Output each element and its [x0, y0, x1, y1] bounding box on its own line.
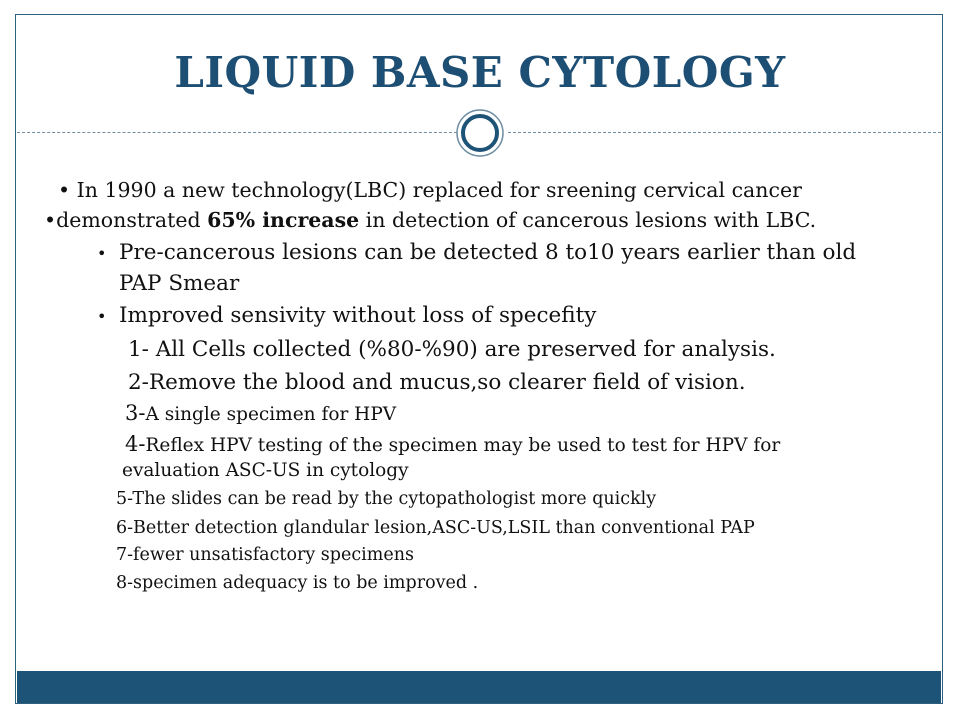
- bullet-2-highlight: 65% increase: [207, 208, 360, 232]
- list-item-4-number: 4-: [125, 432, 146, 456]
- list-item-7: 7-fewer unsatisfactory specimens: [116, 545, 414, 565]
- list-item-8: 8-specimen adequacy is to be improved .: [116, 573, 479, 593]
- list-item-3-number: 3-: [125, 401, 146, 425]
- divider-right: [508, 132, 941, 133]
- bullet-dot: •: [58, 178, 71, 202]
- list-item-4-text: Reflex HPV testing of the specimen may be used to test for HPV for: [145, 435, 781, 456]
- bullet-2-prefix: demonstrated: [56, 208, 208, 232]
- bullet-4-text: Improved sensivity without loss of specefity: [119, 303, 597, 328]
- footer-bar: [17, 671, 941, 703]
- slide-title: LIQUID BASE CYTOLOGY: [174, 48, 786, 97]
- bullet-2: [44, 208, 816, 232]
- divider-left: [17, 132, 457, 133]
- bullet-dot: •: [44, 208, 57, 232]
- bullet-3-continuation: PAP Smear: [119, 271, 240, 296]
- list-item-4-continuation: evaluation ASC-US in cytology: [122, 460, 409, 481]
- bullet-dot: •: [97, 307, 107, 326]
- bullet-1-text: In 1990 a new technology(LBC) replaced for sreening cervical cancer: [76, 178, 802, 202]
- bullet-2-suffix: in detection of cancerous lesions with LBC.: [359, 208, 817, 232]
- list-item-5: 5-The slides can be read by the cytopathologist more quickly: [116, 489, 657, 509]
- bullet-3: [97, 240, 856, 265]
- list-item-2: 2-Remove the blood and mucus,so clearer field of vision.: [128, 370, 746, 395]
- list-item-1: 1- All Cells collected (%80-%90) are preserved for analysis.: [128, 337, 776, 362]
- bullet-4: [97, 303, 596, 328]
- bullet-3-text: Pre-cancerous lesions can be detected 8 to10 years earlier than old: [119, 240, 857, 265]
- list-item-3-text: A single specimen for HPV: [145, 404, 397, 425]
- ring-icon: [455, 108, 505, 158]
- list-item-6: 6-Better detection glandular lesion,ASC-US,LSIL than conventional PAP: [116, 518, 755, 538]
- list-item-3: [125, 401, 396, 425]
- bullet-dot: •: [97, 244, 107, 263]
- bullet-1: [58, 178, 802, 202]
- list-item-4: [125, 432, 780, 456]
